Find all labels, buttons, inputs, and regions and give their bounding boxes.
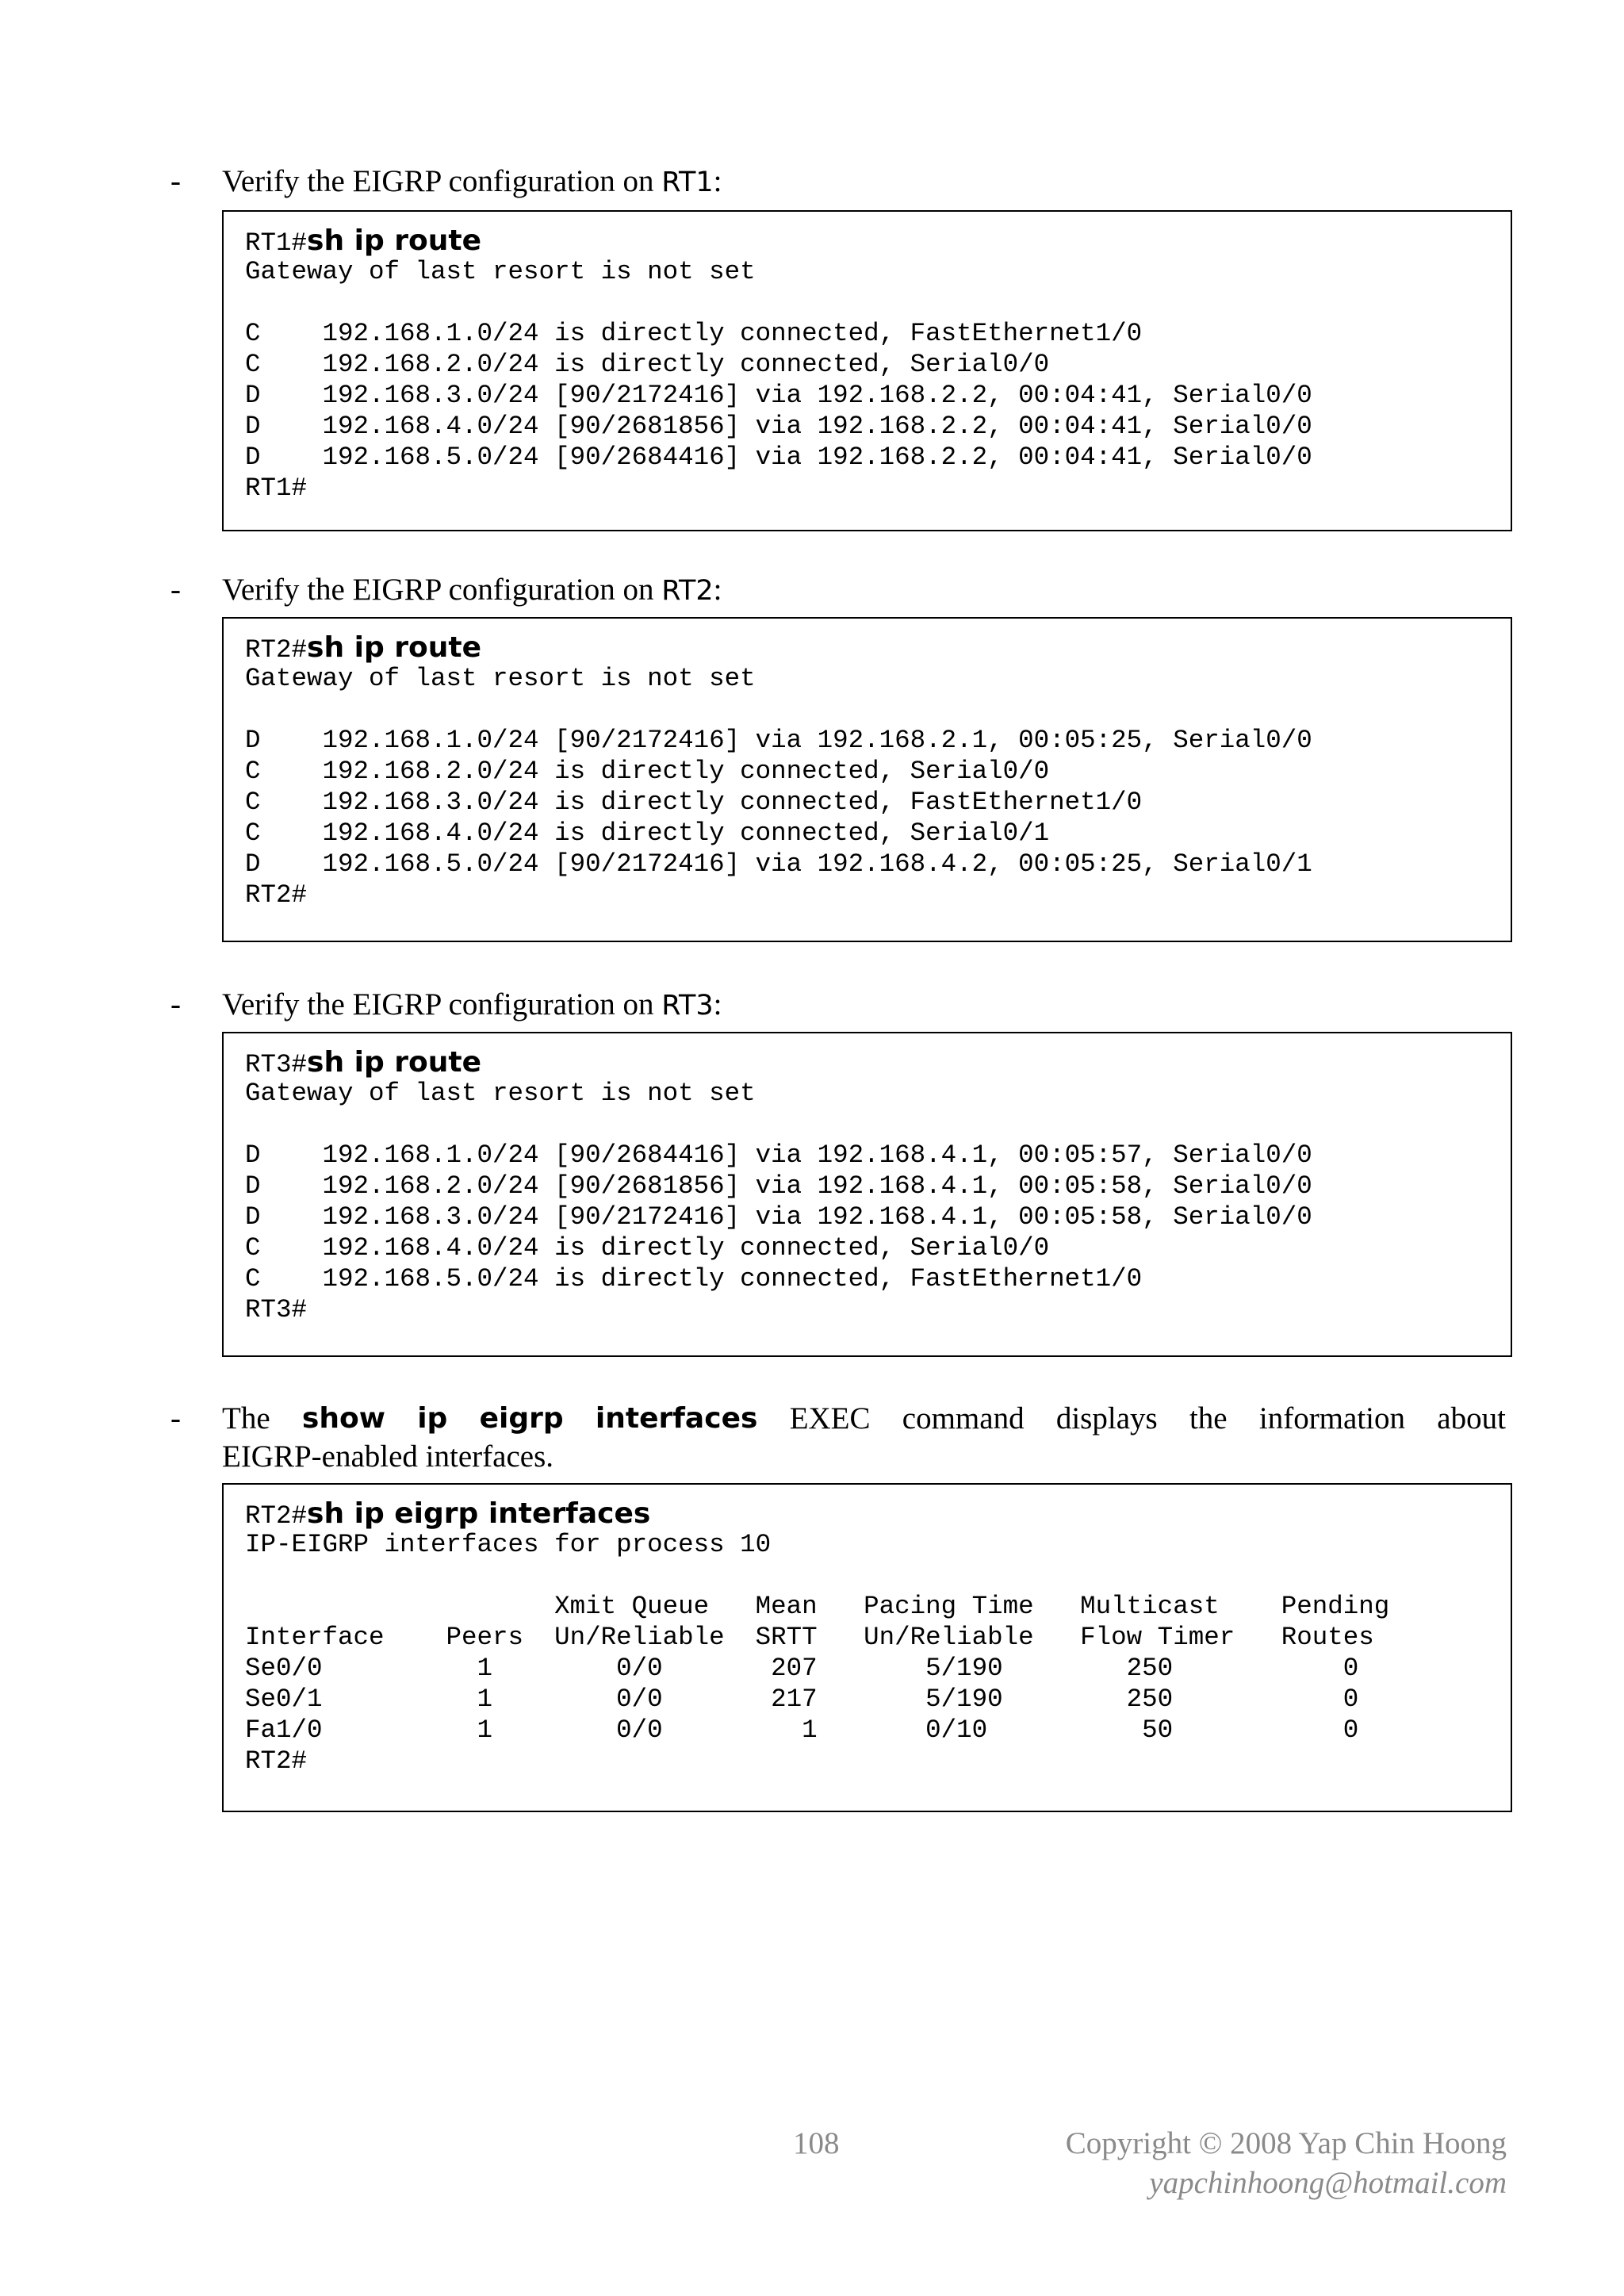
cli-prompt: RT1#: [245, 228, 308, 258]
command-word: interfaces: [595, 1402, 758, 1435]
paragraph-line-1: [222, 1400, 1506, 1438]
heading-text: Verify the EIGRP configuration on: [222, 164, 662, 198]
command-word: show: [301, 1402, 385, 1435]
cli-prompt: RT2#: [245, 635, 308, 665]
cli-output-line: Xmit Queue Mean Pacing Time Multicast Pending: [245, 1592, 1390, 1621]
cli-output-box-eigrp-interfaces: [222, 1483, 1512, 1812]
cli-output-line: D 192.168.4.0/24 [90/2681856] via 192.168.2.2, 00:04:41, Serial0/0: [245, 412, 1312, 441]
word: command: [902, 1401, 1025, 1435]
cli-output-line: RT2#: [245, 880, 308, 910]
cli-prompt: RT3#: [245, 1050, 308, 1079]
cli-prompt: RT2#: [245, 1501, 308, 1531]
cli-output-line: [245, 1560, 1511, 1591]
cli-output-line: Fa1/0 1 0/0 1 0/10 50 0: [245, 1715, 1359, 1745]
cli-output-line: C 192.168.5.0/24 is directly connected, FastEthernet1/0: [245, 1264, 1143, 1294]
paragraph-line-2: EIGRP-enabled interfaces.: [222, 1439, 553, 1474]
interfaces-paragraph: [170, 1400, 1506, 1476]
cli-output-line: Interface Peers Un/Reliable SRTT Un/Reliable Flow Timer Routes: [245, 1623, 1374, 1652]
router-name: RT3: [661, 990, 714, 1022]
cli-command-line: [245, 1047, 1511, 1078]
cli-output-line: IP-EIGRP interfaces for process 10: [245, 1530, 772, 1559]
heading-text: Verify the EIGRP configuration on: [222, 987, 662, 1022]
cli-output-line: C 192.168.2.0/24 is directly connected, Serial0/0: [245, 350, 1050, 379]
word: about: [1437, 1401, 1506, 1435]
cli-output-line: C 192.168.3.0/24 is directly connected, FastEthernet1/0: [245, 788, 1143, 817]
cli-output-box-rt1: [222, 210, 1512, 531]
cli-command-line: [245, 1498, 1511, 1529]
cli-output-box-rt3: [222, 1032, 1512, 1357]
cli-output-line: Se0/0 1 0/0 207 5/190 250 0: [245, 1654, 1359, 1683]
heading-colon: :: [713, 987, 722, 1022]
cli-output-line: C 192.168.2.0/24 is directly connected, Serial0/0: [245, 757, 1050, 786]
copyright-text: Copyright © 2008 Yap Chin Hoong: [1065, 2126, 1507, 2160]
cli-output-line: [245, 694, 1511, 725]
cli-output-line: D 192.168.5.0/24 [90/2172416] via 192.168.4.2, 00:05:25, Serial0/1: [245, 849, 1312, 879]
word: EXEC: [789, 1401, 871, 1435]
cli-output-line: [245, 287, 1511, 318]
word: The: [222, 1401, 270, 1435]
cli-output-line: D 192.168.3.0/24 [90/2172416] via 192.168.2.2, 00:04:41, Serial0/0: [245, 381, 1312, 410]
bullet-dash: -: [170, 573, 181, 607]
cli-command-line: [245, 632, 1511, 663]
cli-command: sh ip route: [307, 224, 481, 257]
cli-output-line: C 192.168.4.0/24 is directly connected, Serial0/0: [245, 1233, 1050, 1263]
word: the: [1189, 1401, 1228, 1435]
word: information: [1258, 1401, 1406, 1435]
cli-output-line: RT2#: [245, 1746, 308, 1776]
cli-command: sh ip route: [307, 631, 481, 664]
cli-output-box-rt2: [222, 617, 1512, 942]
cli-output-line: Gateway of last resort is not set: [245, 664, 756, 693]
cli-command: sh ip route: [307, 1046, 481, 1079]
router-name: RT1: [661, 167, 714, 198]
cli-output-line: D 192.168.1.0/24 [90/2172416] via 192.168.2.1, 00:05:25, Serial0/0: [245, 726, 1312, 755]
cli-command: sh ip eigrp interfaces: [307, 1497, 651, 1530]
cli-output-line: C 192.168.4.0/24 is directly connected, Serial0/1: [245, 818, 1050, 848]
cli-output-line: RT3#: [245, 1295, 308, 1324]
router-name: RT2: [661, 575, 714, 607]
cli-output-line: D 192.168.3.0/24 [90/2172416] via 192.168.4.1, 00:05:58, Serial0/0: [245, 1202, 1312, 1232]
word: displays: [1055, 1401, 1158, 1435]
heading-colon: :: [713, 573, 722, 607]
bullet-dash: -: [170, 1401, 181, 1435]
bullet-dash: -: [170, 164, 181, 198]
cli-output-line: RT1#: [245, 473, 308, 503]
heading-text: Verify the EIGRP configuration on: [222, 573, 662, 607]
author-email: yapchinhoong@hotmail.com: [1149, 2166, 1507, 2200]
cli-output-line: Gateway of last resort is not set: [245, 1079, 756, 1108]
heading-colon: :: [713, 164, 722, 198]
page-number: 108: [793, 2126, 840, 2160]
cli-command-line: [245, 225, 1511, 256]
cli-output-line: C 192.168.1.0/24 is directly connected, FastEthernet1/0: [245, 319, 1143, 348]
cli-output-line: [245, 1109, 1511, 1140]
cli-output-line: D 192.168.2.0/24 [90/2681856] via 192.168.4.1, 00:05:58, Serial0/0: [245, 1171, 1312, 1201]
cli-output-line: Se0/1 1 0/0 217 5/190 250 0: [245, 1685, 1359, 1714]
bullet-dash: -: [170, 987, 181, 1022]
command-word: ip: [417, 1402, 448, 1435]
cli-output-line: Gateway of last resort is not set: [245, 257, 756, 286]
cli-output-line: D 192.168.1.0/24 [90/2684416] via 192.168.4.1, 00:05:57, Serial0/0: [245, 1140, 1312, 1170]
command-word: eigrp: [479, 1402, 564, 1435]
cli-output-line: D 192.168.5.0/24 [90/2684416] via 192.168.2.2, 00:04:41, Serial0/0: [245, 443, 1312, 472]
